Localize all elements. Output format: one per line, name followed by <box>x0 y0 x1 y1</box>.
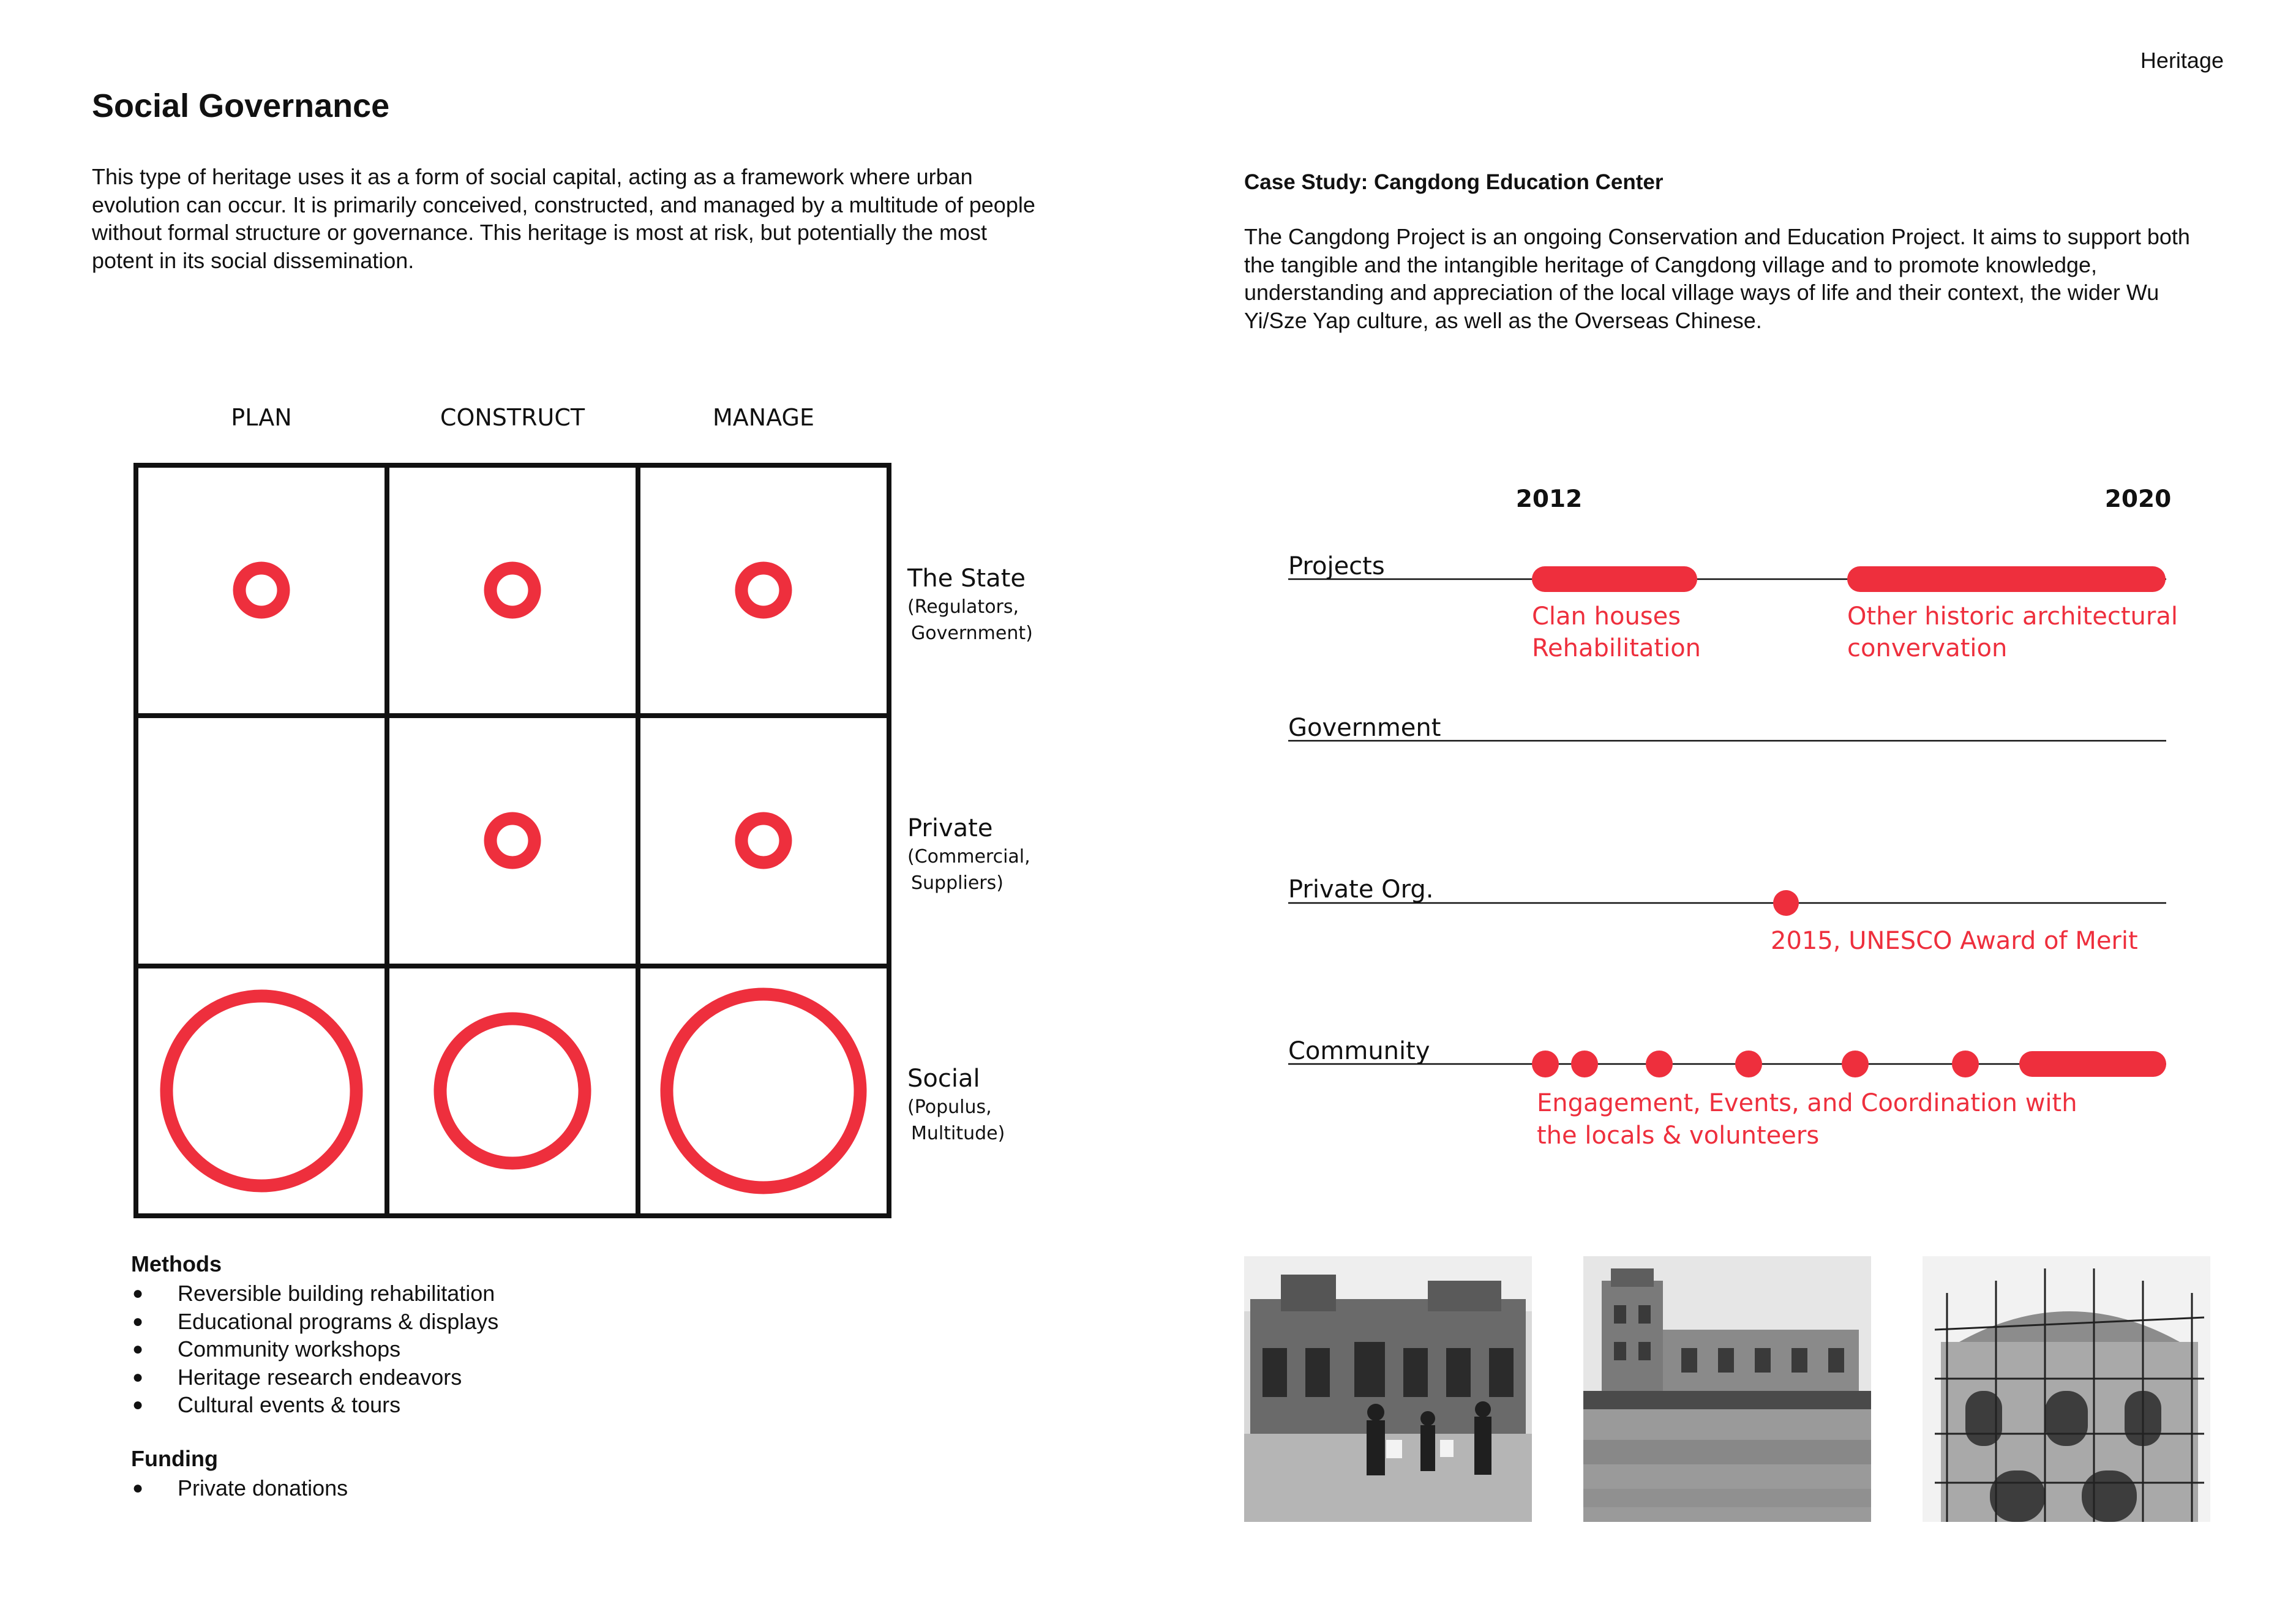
projects-note-1: Clan houses <box>1532 602 1681 631</box>
community-event-6 <box>1952 1051 1979 1077</box>
projects-bar-clan-houses <box>1532 566 1697 592</box>
clan-house-villagers-photo <box>1244 1256 1532 1522</box>
column-label-plan: PLAN <box>231 404 292 431</box>
list-item: ● Educational programs & displays <box>132 1308 499 1334</box>
community-event-1 <box>1532 1051 1559 1077</box>
projects-bar-other-historic <box>1847 566 2166 592</box>
community-event-2 <box>1571 1051 1598 1077</box>
community-note-1: Engagement, Events, and Coordination with <box>1537 1089 2077 1117</box>
private-org-event-2015 <box>1773 890 1799 916</box>
timeline-start-year: 2012 <box>1515 485 1583 513</box>
list-item: ● Private donations <box>132 1475 348 1500</box>
community-note-2: the locals & volunteers <box>1537 1122 1820 1150</box>
waterfront-diaolou-photo <box>1583 1256 1871 1522</box>
projects-note-4: convervation <box>1847 634 2008 662</box>
list-item: ● Community workshops <box>132 1336 401 1362</box>
column-label-construct: CONSTRUCT <box>440 404 585 431</box>
funding-list <box>131 1474 348 1502</box>
list-item: ● Reversible building rehabilitation <box>132 1281 495 1306</box>
timeline-end-year: 2020 <box>2104 485 2172 513</box>
list-item: ● Heritage research endeavors <box>132 1364 462 1390</box>
section-tag: Heritage <box>2140 48 2224 73</box>
lane-label-private-org: Private Org. <box>1288 875 1434 904</box>
case-study-paragraph: The Cangdong Project is an ongoing Conservation and Education Project. It aims to support both the tangible and the intangible heritage of Cangdong village and to promote knowledge, understanding and appreciation of the local village ways of life and their context, the wider Wu Yi/Sze Yap culture, as well as the Overseas Chinese. <box>1244 224 2190 333</box>
intro-paragraph: This type of heritage uses it as a form of social capital, acting as a framework where urban evolution can occur. It is primarily conceived, constructed, and managed by a multitude of people without formal structure or governance. This heritage is most at risk, but potentially the most potent in its social dissemination. <box>92 164 1035 273</box>
funding-heading: Funding <box>131 1446 218 1471</box>
community-event-3 <box>1646 1051 1673 1077</box>
case-study-title: Case Study: Cangdong Education Center <box>1244 170 1664 194</box>
projects-note-2: Rehabilitation <box>1532 634 1701 662</box>
scaffolded-facade-photo <box>1923 1256 2210 1522</box>
lane-label-community: Community <box>1288 1037 1430 1065</box>
list-item: ● Cultural events & tours <box>132 1392 401 1417</box>
private-org-note: 2015, UNESCO Award of Merit <box>1771 927 2138 955</box>
methods-heading: Methods <box>131 1251 222 1276</box>
row-label-social: Social (Populus, Multitude) <box>907 1065 1005 1144</box>
row-label-state: The State (Regulators, Government) <box>907 564 1033 644</box>
column-label-manage: MANAGE <box>713 404 814 431</box>
lane-label-projects: Projects <box>1288 552 1385 580</box>
lane-label-government: Government <box>1288 714 1441 742</box>
projects-note-3: Other historic architectural <box>1847 602 2178 631</box>
page-title: Social Governance <box>92 88 390 124</box>
row-label-private: Private (Commercial, Suppliers) <box>907 814 1030 894</box>
community-event-5 <box>1842 1051 1869 1077</box>
methods-list <box>131 1279 498 1419</box>
community-event-4 <box>1735 1051 1762 1077</box>
community-bar-ongoing <box>2019 1051 2166 1077</box>
